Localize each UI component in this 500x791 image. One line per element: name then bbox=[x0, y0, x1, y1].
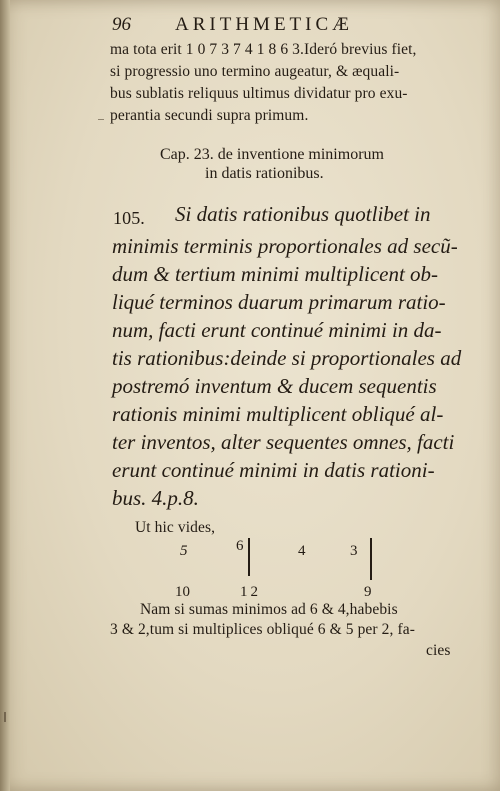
diagram-number: 4 bbox=[298, 543, 306, 559]
diagram-bar bbox=[248, 538, 250, 576]
proposition-line: erunt continué minimi in datis rationi- bbox=[112, 458, 435, 482]
proposition-line: Si datis rationibus quotlibet in bbox=[175, 202, 431, 226]
paper-speck bbox=[98, 119, 104, 120]
running-title: ARITHMETICÆ bbox=[175, 14, 354, 35]
example-intro: Ut hic vides, bbox=[135, 519, 216, 536]
text-line: ma tota erit 1 0 7 3 7 4 1 8 6 3.Ideró brevius fiet, bbox=[110, 41, 417, 58]
text-line: si progressio uno termino augeatur, & æquali- bbox=[110, 63, 400, 80]
proposition-line: minimis terminis proportionales ad secũ- bbox=[112, 234, 458, 258]
page-number: 96 bbox=[112, 14, 131, 35]
text-line: Nam si sumas minimos ad 6 & 4,habebis bbox=[140, 601, 398, 618]
proposition-line: tis rationibus:deinde si proportionales ad bbox=[112, 346, 462, 370]
diagram-number: 10 bbox=[175, 584, 190, 600]
diagram-number: 6 bbox=[236, 538, 244, 554]
diagram-number: 9 bbox=[364, 584, 372, 600]
proposition-line: liqué terminos duarum primarum ratio- bbox=[112, 290, 446, 314]
proposition-line: rationis minimi multiplicent obliqué al- bbox=[112, 402, 444, 426]
diagram-number: 5 bbox=[180, 543, 188, 559]
proposition-number: 105. bbox=[113, 208, 145, 228]
catchword: cies bbox=[426, 642, 451, 659]
diagram-bar bbox=[370, 538, 372, 580]
paper-speck bbox=[4, 712, 6, 722]
proposition-line: bus. 4.p.8. bbox=[112, 486, 199, 510]
chapter-heading-line: Cap. 23. de inventione minimorum bbox=[160, 146, 384, 163]
chapter-heading-line: in datis rationibus. bbox=[205, 165, 324, 182]
text-line: perantia secundi supra primum. bbox=[110, 107, 309, 124]
proposition-line: num, facti erunt continué minimi in da- bbox=[112, 318, 442, 342]
text-line: bus sublatis reliquus ultimus dividatur pro exu- bbox=[110, 85, 408, 102]
proposition-line: postremó inventum & ducem sequentis bbox=[112, 374, 437, 398]
diagram-number: 3 bbox=[350, 543, 358, 559]
text-line: 3 & 2,tum si multiplices obliqué 6 & 5 per 2, fa- bbox=[110, 621, 415, 638]
proposition-line: dum & tertium minimi multiplicent ob- bbox=[112, 262, 439, 286]
binding-gutter bbox=[0, 0, 10, 791]
proposition-line: ter inventos, alter sequentes omnes, facti bbox=[112, 430, 455, 454]
diagram-number: 12 bbox=[240, 584, 261, 600]
